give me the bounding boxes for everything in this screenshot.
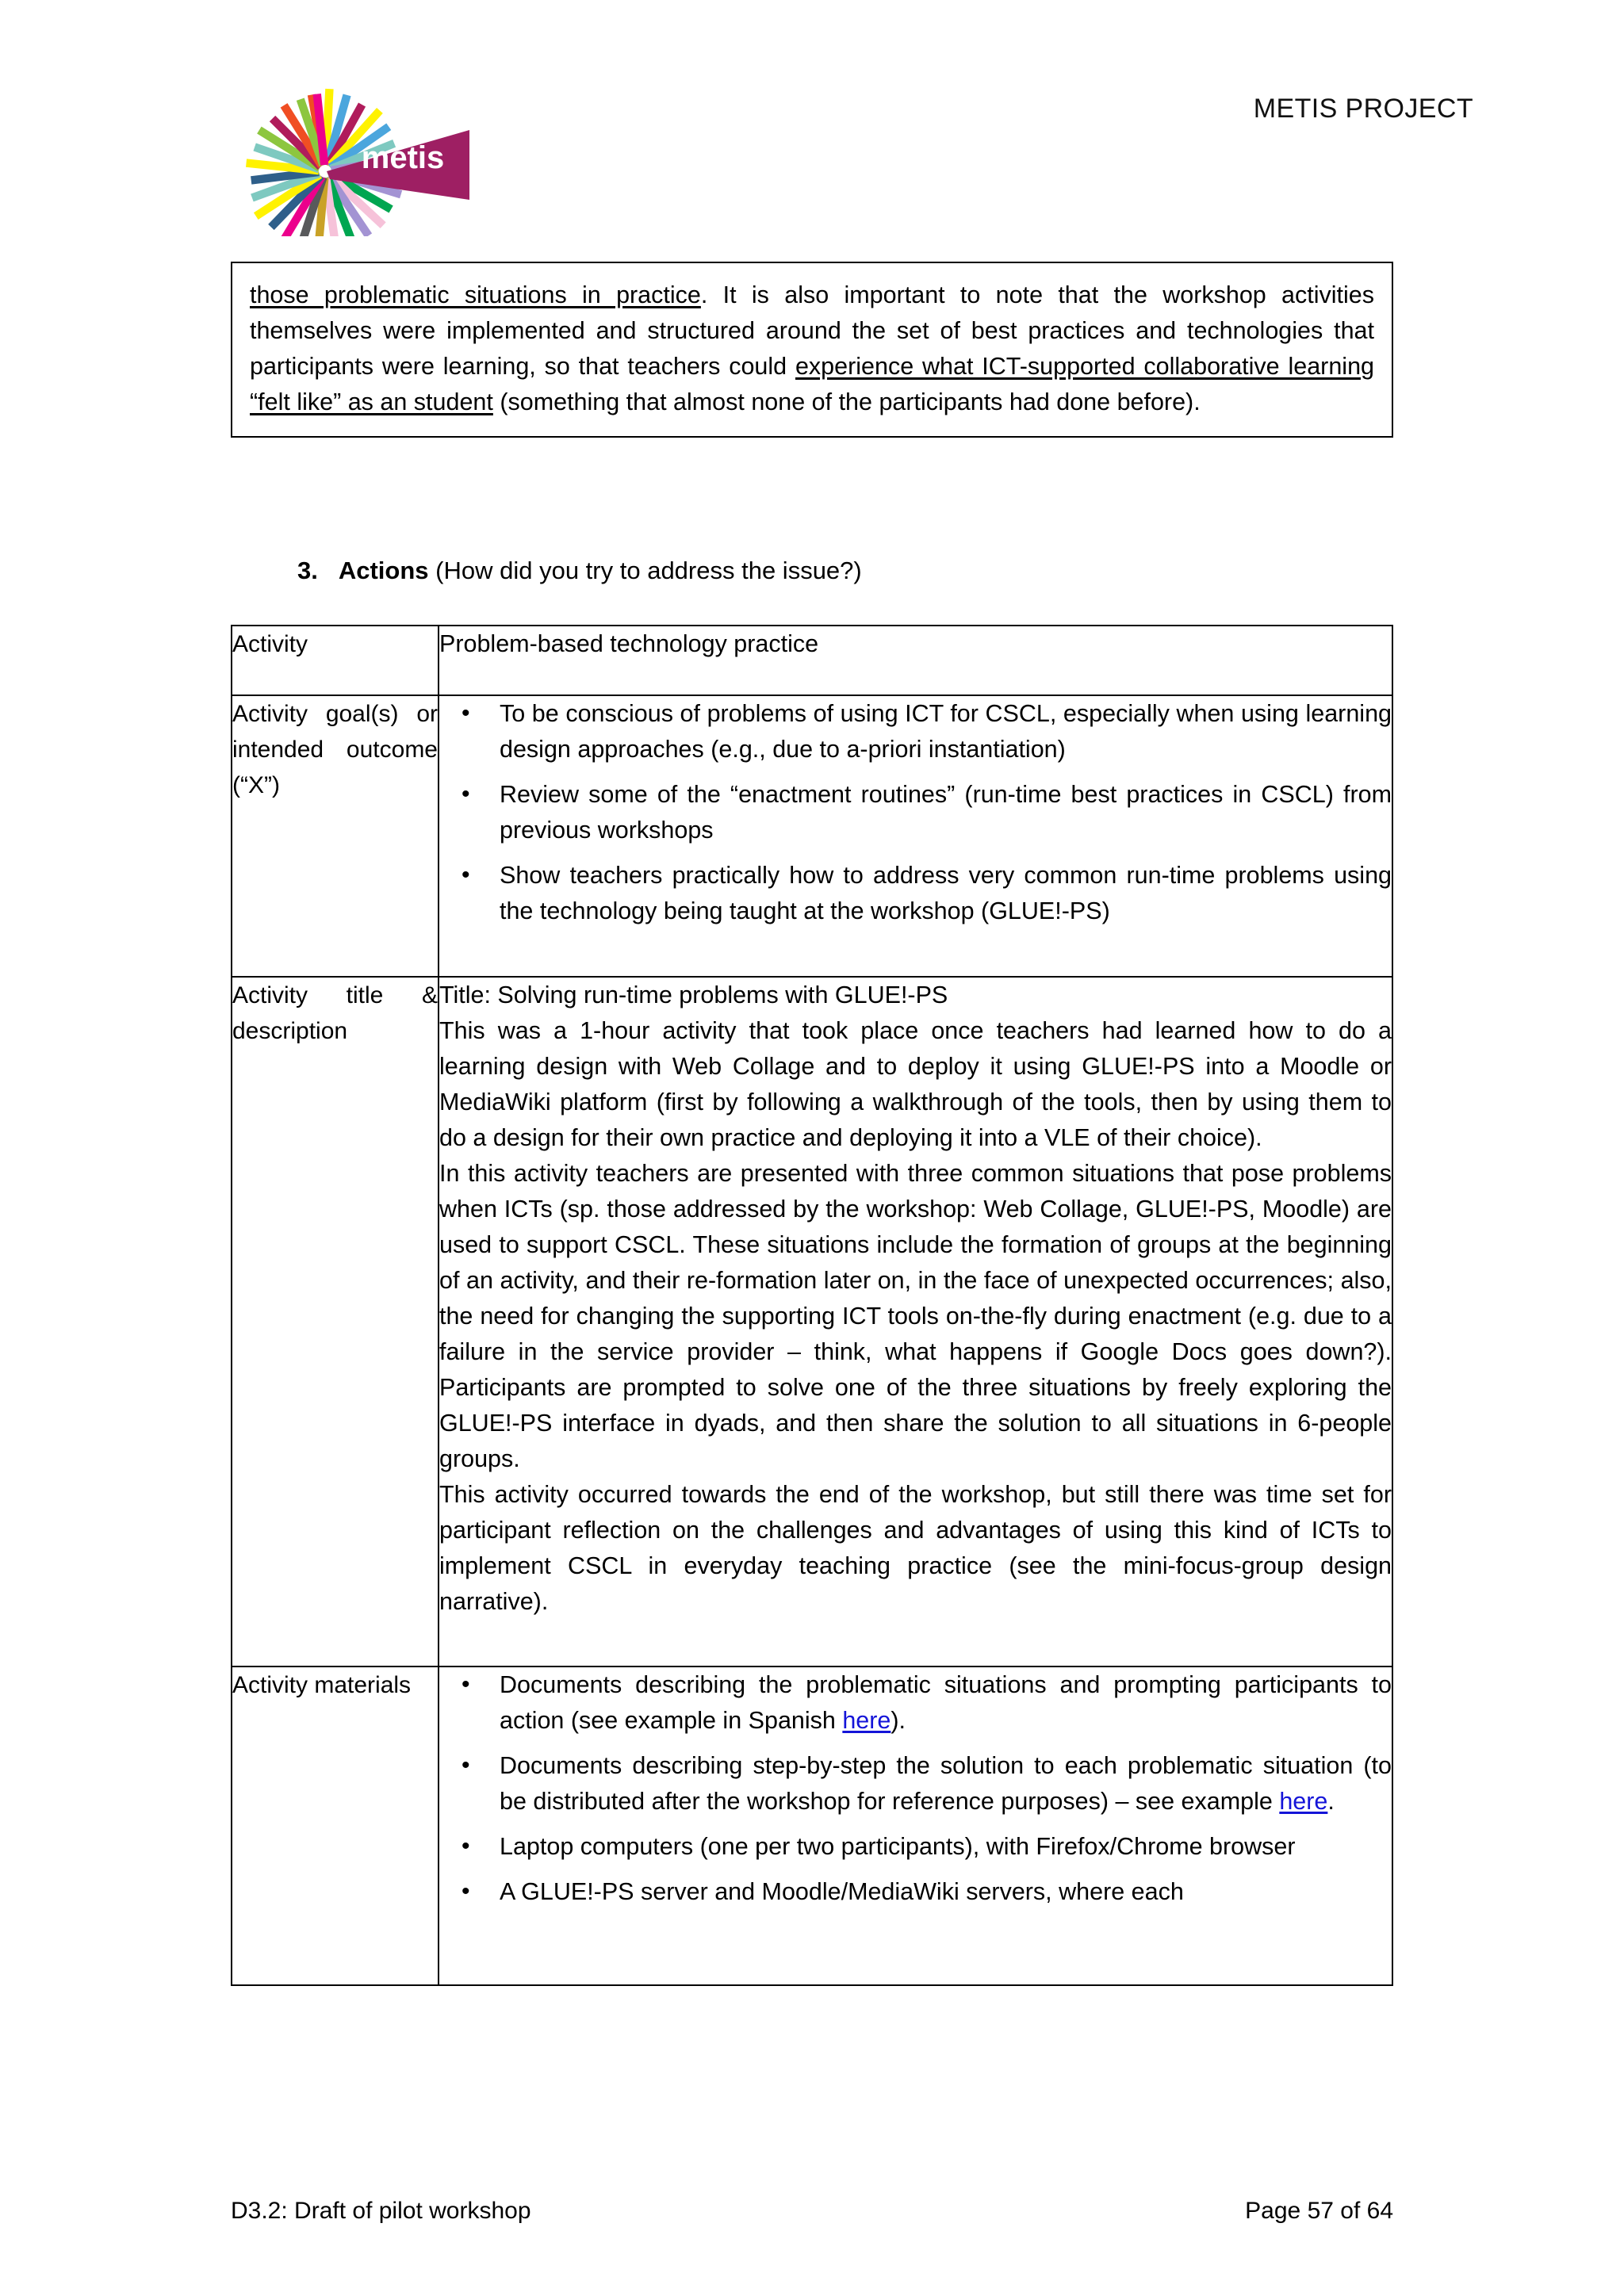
row-label: Activity title & description — [232, 977, 439, 1667]
intro-run-0: those problematic situations in practice — [250, 281, 701, 308]
list-item: • Documents describing the problematic situations and prompting participants to action (see example in Spanish here). — [439, 1667, 1392, 1739]
here-link[interactable]: here — [1279, 1788, 1328, 1815]
page-title: METIS PROJECT — [1253, 94, 1473, 124]
intro-run-3: (something that almost none of the participants had done before). — [492, 388, 1201, 415]
bullet-icon: • — [462, 700, 470, 726]
row-content — [439, 695, 1392, 977]
row-content — [439, 977, 1392, 1667]
table-row — [232, 977, 1392, 1667]
intro-run-1: . It is also important to note that the workshop activities themselves were implemented and structured around the set of best practices and technologies that participants were learning, so that teachers could — [250, 281, 1374, 380]
section-title: Actions — [338, 557, 429, 584]
section-heading — [297, 555, 862, 587]
bullet-icon: • — [462, 781, 470, 807]
list-item: • Review some of the “enactment routines” (run-time best practices in CSCL) from previous workshops — [439, 777, 1392, 848]
row-label: Activity materials — [232, 1667, 439, 1985]
table-row — [232, 626, 1392, 695]
list-item: • Documents describing step-by-step the solution to each problematic situation (to be distributed after the workshop for reference purposes) – see example here. — [439, 1748, 1392, 1820]
bullet-list — [439, 1667, 1392, 1910]
list-item: • Show teachers practically how to address very common run-time problems using the technology being taught at the workshop (GLUE!-PS) — [439, 858, 1392, 929]
actions-table — [231, 625, 1393, 1986]
paragraph: Title: Solving run-time problems with GLUE!-PS — [439, 982, 948, 1008]
row-label: Activity — [232, 626, 439, 695]
footer-left: D3.2: Draft of pilot workshop — [231, 2198, 531, 2224]
logo-wordmark: metis — [361, 140, 445, 175]
row-content — [439, 626, 1392, 695]
paragraph: This activity occurred towards the end of the workshop, but still there was time set for participant reflection on the challenges and advantages of using this kind of ICTs to implement CSCL in everyday teaching practice (see the mini-focus-group design narrative). — [439, 1481, 1392, 1615]
paragraph: Problem-based technology practice — [439, 630, 819, 657]
section-subtitle: (How did you try to address the issue?) — [428, 557, 862, 584]
table-row — [232, 1667, 1392, 1985]
metis-logo — [246, 86, 476, 236]
page-header — [0, 0, 1624, 238]
row-content — [439, 1667, 1392, 1985]
paragraph: In this activity teachers are presented with three common situations that pose problems when ICTs (sp. those addressed by the workshop: Web Collage, GLUE!-PS, Moodle) are used to support CSCL. These situations include the formation of groups at the beginning of an activity, and their re-formation later on, in the face of unexpected occurrences; also, the need for changing the supporting ICT tools on-the-fly during enactment (e.g. due to a failure in the service provider – think, what happens if Google Docs goes down?). Participants are prompted to solve one of the three situations by freely exploring the GLUE!-PS interface in dyads, and then share the solution to all situations in 6-people groups. — [439, 1160, 1392, 1472]
bullet-icon: • — [462, 1671, 470, 1697]
page-footer — [231, 2196, 1393, 2226]
intro-paragraph — [250, 277, 1374, 420]
list-item: • A GLUE!-PS server and Moodle/MediaWiki servers, where each — [439, 1874, 1392, 1910]
paragraph: This was a 1-hour activity that took place once teachers had learned how to do a learning design with Web Collage and to deploy it using GLUE!-PS into a Moodle or MediaWiki platform (first by following a walkthrough of the tools, then by using them to do a design for their own practice and deploying it into a VLE of their choice). — [439, 1017, 1392, 1151]
intro-text-box — [231, 262, 1393, 438]
list-item: • Laptop computers (one per two participants), with Firefox/Chrome browser — [439, 1829, 1392, 1865]
bullet-icon: • — [462, 862, 470, 888]
footer-right: Page 57 of 64 — [1245, 2198, 1393, 2224]
bullet-icon: • — [462, 1833, 470, 1859]
list-item: • To be conscious of problems of using ICT for CSCL, especially when using learning design approaches (e.g., due to a-priori instantiation) — [439, 696, 1392, 767]
bullet-icon: • — [462, 1878, 470, 1904]
here-link[interactable]: here — [842, 1707, 891, 1734]
bullet-icon: • — [462, 1752, 470, 1778]
row-label: Activity goal(s) or intended outcome (“X”) — [232, 695, 439, 977]
bullet-list — [439, 696, 1392, 929]
section-number: 3. — [297, 557, 318, 584]
table-row — [232, 695, 1392, 977]
intro-run-2: experience what ICT-supported collaborative learning “felt like” as an student — [250, 353, 1374, 415]
